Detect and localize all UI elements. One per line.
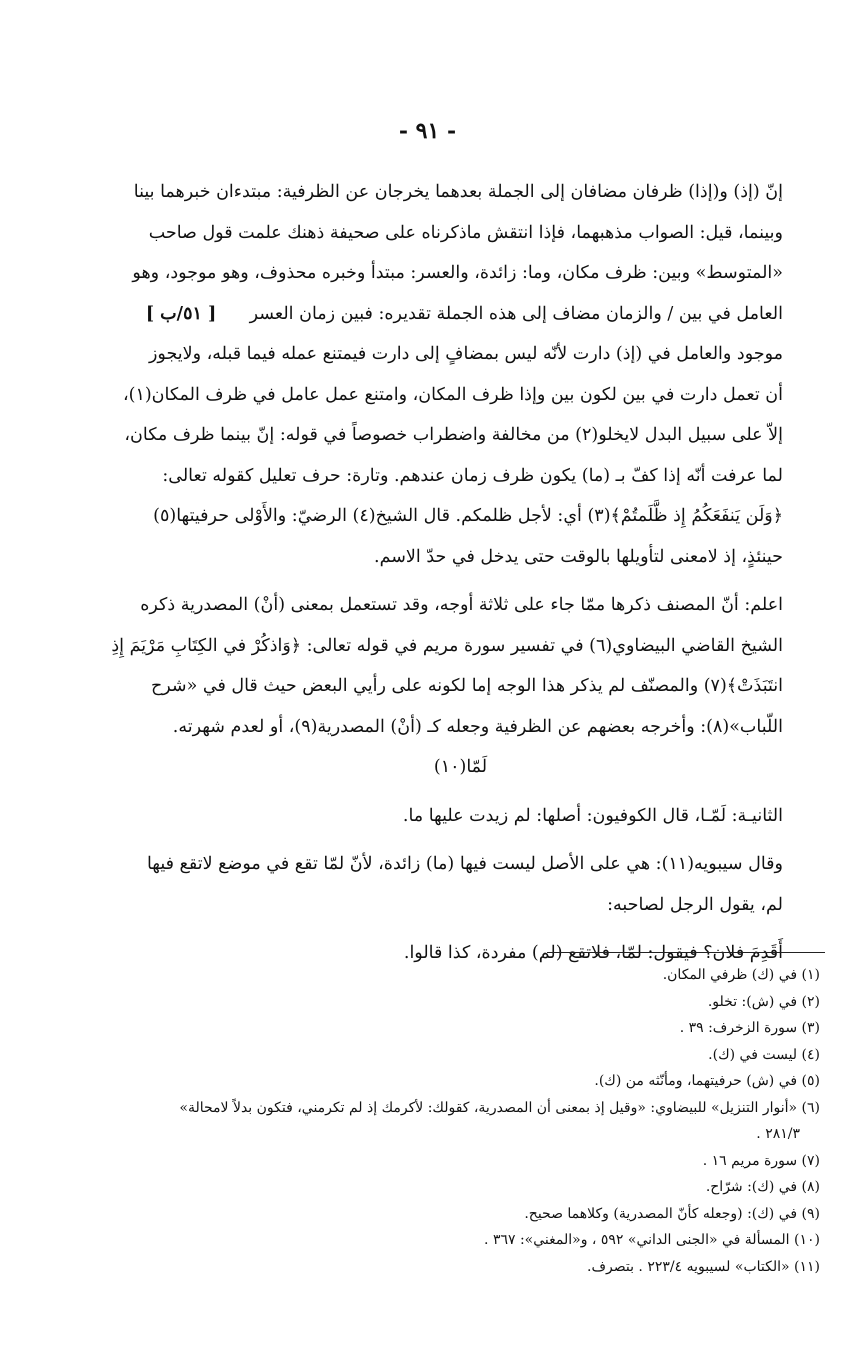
footnote: (١١) «الكتاب» لسيبويه ٢٢٣/٤ . بتصرف. [587,1258,820,1275]
text-line: الثانيـة: لَمّـا، قال الكوفيون: أصلها: لم زيدت عليها ما. [402,805,783,826]
paragraph-gap [78,925,783,933]
text-line: لما عرفت أنّه إذا كفّ بـ (ما) يكون ظرف زمان عندهم. وتارة: حرف تعليل كقوله تعالى: [162,465,783,486]
footnote: (٤) ليست في (ك). [708,1046,820,1063]
text-line: انتَبَذَتْ﴾(٧) والمصنّف لم يذكر هذا الوجه إما لكونه على رأيي البعض حيث قال في «شرح [150,676,783,696]
footnote: (٥) في (ش) حرفيتهما، ومأنّثه من (ك). [594,1073,820,1089]
text-line: لم، يقول الرجل لصاحبه: [607,894,783,915]
main-text [78,172,783,974]
text-line-content: العامل في بين / والزمان مضاف إلى هذه الجملة تقديره: فبين زمان العسر [249,303,783,324]
text-line: اللّباب»(٨): وأخرجه بعضهم عن الظرفية وجعله كـ (أنْ) المصدرية(٩)، أو لعدم شهرته. [172,716,783,737]
footnote: (٨) في (ك): شرّاح. [705,1179,820,1195]
text-line: حينئذٍ، إذ لامعنى لتأويلها بالوقت حتى يدخل في حدّ الاسم. [374,546,783,567]
text-line: أن تعمل دارت في بين لكون بين وإذا ظرف المكان، وامتنع عمل عامل في ظرف المكان(١)، [122,384,783,405]
paragraph-gap [78,788,783,796]
section-heading: لَمّا(١٠) [433,757,488,777]
footnote: (٧) سورة مريم ١٦ . [702,1152,820,1169]
text-line: الشيخ القاضي البيضاوي(٦) في تفسير سورة مريم في قوله تعالى: ﴿وَاذكُرْ في الكِتَابِ مَرْيَمَ إِذِ [111,635,783,656]
text-line: «المتوسط» وبين: ظرف مكان، وما: زائدة، والعسر: مبتدأ وخبره محذوف، وهو موجود، وهو [132,263,783,283]
page-number: - ٩١ - [398,118,457,144]
footnote-separator [547,952,825,953]
footnote: (٦) «أنوار التنزيل» للبيضاوي: «وقيل إذ بمعنى أن المصدرية، كقولك: لأكرمك إذ لم تكرمني، فتكون بدلاً لامحالة» [179,1099,820,1116]
paragraph-gap [78,577,783,585]
text-line: موجود والعامل في (إذ) دارت لأنّه ليس بمضافٍ إلى دارت فيمتنع عمله فيما قبله، ولايجوز [148,344,783,364]
footnotes [70,962,820,1280]
text-line: وبينما، قيل: الصواب مذهبهما، فإذا انتقش ماذكرناه على صحيفة ذهنك علمت قول صاحب [148,222,783,243]
text-line: اعلم: أنّ المصنف ذكرها ممّا جاء على ثلاثة أوجه، وقد تستعمل بمعنى (أنْ) المصدرية ذكره [140,595,783,615]
footnote: (٢) في (ش): تخلو. [707,993,820,1010]
text-line: ﴿وَلَن يَنفَعَكُمُ إِذ ظَّلَمتُمْ﴾(٣) أي: لأجل ظلمكم. قال الشيخ(٤) الرضيّ: والأَوْلى حرفيتها(٥) [153,506,783,526]
footnote: (١) في (ك) ظرفي المكان. [662,967,820,983]
footnote: (٣) سورة الزخرف: ٣٩ . [679,1020,820,1036]
footnote: (٩) في (ك): (وجعله كأنّ المصدرية) وكلاهما صحيح. [524,1205,820,1222]
text-line [78,294,783,335]
text-line: إنّ (إذ) و(إذا) ظرفان مضافان إلى الجملة بعدهما يخرجان عن الظرفية: مبتدءان خبرهما بينا [133,182,783,202]
footnote-continuation: ٢٨١/٣ . [756,1126,800,1142]
text-line: أَقَدِمَ فلان؟ فيقول: لمّا، فلاتقع (لم) مفردة، كذا قالوا. [403,943,783,963]
text-line: إلاّ على سبيل البدل لايخلو(٢) من مخالفة واضطراب خصوصاً في قوله: إنّ بينما ظرف مكان، [124,425,783,445]
folio-mark: [ ٥١/ب ] [145,303,217,324]
paragraph-gap [78,836,783,844]
footnote: (١٠) المسألة في «الجنى الداني» ٥٩٢ ، و«المغني»: ٣٦٧ . [484,1232,820,1248]
text-line: وقال سيبويه(١١): هي على الأصل ليست فيها (ما) زائدة، لأنّ لمّا تقع في موضع لاتقع فيها [146,854,783,874]
